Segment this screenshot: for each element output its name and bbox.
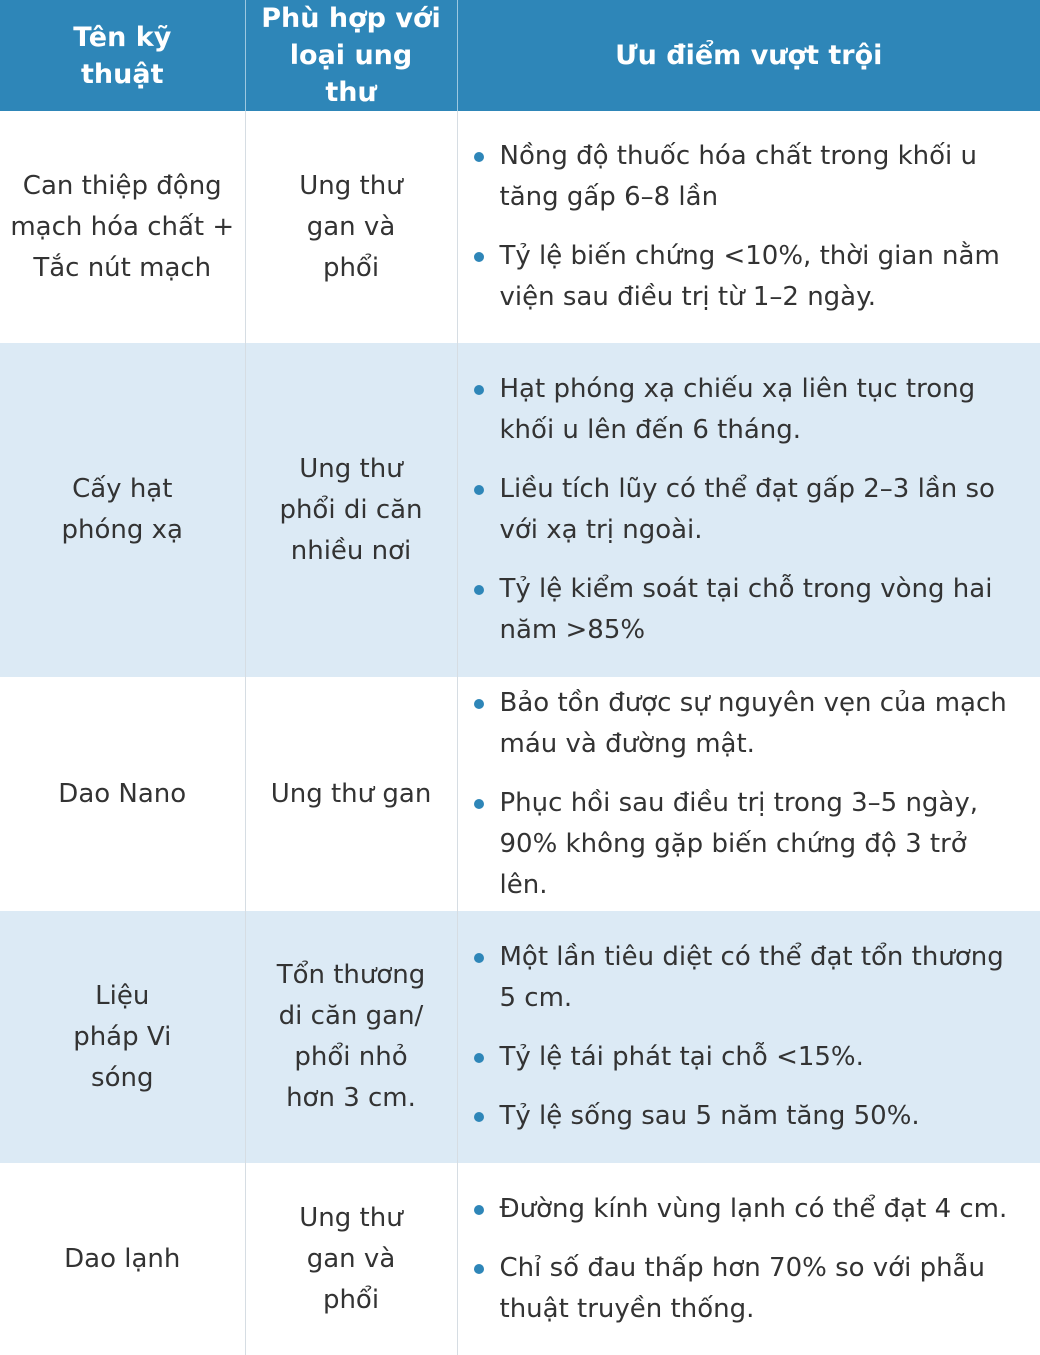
advantages-list	[474, 136, 1015, 318]
bullet-icon	[474, 585, 484, 595]
bullet-icon	[474, 799, 484, 809]
list-item: Tỷ lệ biến chứng <10%, thời gian nằm viện sau điều trị từ 1–2 ngày.	[474, 236, 1015, 318]
advantages-cell	[457, 677, 1040, 911]
technique-cell: Cấy hạt phóng xạ	[0, 343, 245, 677]
list-item: Nồng độ thuốc hóa chất trong khối u tăng gấp 6–8 lần	[474, 136, 1015, 218]
header-technique: Tên kỹ thuật	[0, 0, 245, 111]
bullet-icon	[474, 1205, 484, 1215]
cancer-type-cell: Ung thư gan	[245, 677, 457, 911]
list-item: Hạt phóng xạ chiếu xạ liên tục trong khối u lên đến 6 tháng.	[474, 369, 1015, 451]
cancer-type-cell: Ung thư phổi di căn nhiều nơi	[245, 343, 457, 677]
bullet-icon	[474, 252, 484, 262]
technique-cell: Can thiệp động mạch hóa chất + Tắc nút mạch	[0, 111, 245, 343]
bullet-icon	[474, 1112, 484, 1122]
bullet-icon	[474, 1264, 484, 1274]
list-item: Bảo tồn được sự nguyên vẹn của mạch máu và đường mật.	[474, 683, 1015, 765]
list-item: Liều tích lũy có thể đạt gấp 2–3 lần so với xạ trị ngoài.	[474, 469, 1015, 551]
bullet-icon	[474, 953, 484, 963]
cancer-type-cell: Ung thư gan và phổi	[245, 1163, 457, 1355]
bullet-icon	[474, 152, 484, 162]
list-item: Chỉ số đau thấp hơn 70% so với phẫu thuật truyền thống.	[474, 1248, 1015, 1330]
table-row	[0, 1163, 1040, 1355]
list-item: Tỷ lệ tái phát tại chỗ <15%.	[474, 1037, 1015, 1078]
list-item: Một lần tiêu diệt có thể đạt tổn thương 5 cm.	[474, 937, 1015, 1019]
bullet-icon	[474, 485, 484, 495]
table-row	[0, 343, 1040, 677]
header-cancer-type: Phù hợp với loại ung thư	[245, 0, 457, 111]
bullet-icon	[474, 1053, 484, 1063]
bullet-icon	[474, 385, 484, 395]
list-item: Tỷ lệ sống sau 5 năm tăng 50%.	[474, 1096, 1015, 1137]
table-row	[0, 677, 1040, 911]
advantages-list	[474, 369, 1015, 651]
technique-cell: Liệu pháp Vi sóng	[0, 911, 245, 1163]
list-item: Đường kính vùng lạnh có thể đạt 4 cm.	[474, 1189, 1015, 1230]
list-item: Phục hồi sau điều trị trong 3–5 ngày, 90% không gặp biến chứng độ 3 trở lên.	[474, 783, 1015, 906]
advantages-cell	[457, 343, 1040, 677]
advantages-list	[474, 937, 1015, 1137]
advantages-cell	[457, 911, 1040, 1163]
advantages-cell	[457, 111, 1040, 343]
list-item: Tỷ lệ kiểm soát tại chỗ trong vòng hai năm >85%	[474, 569, 1015, 651]
advantages-list	[474, 1189, 1015, 1330]
advantages-list	[474, 683, 1015, 906]
table-header	[0, 0, 1040, 111]
advantages-cell	[457, 1163, 1040, 1355]
bullet-icon	[474, 699, 484, 709]
technique-cell: Dao Nano	[0, 677, 245, 911]
technique-cell: Dao lạnh	[0, 1163, 245, 1355]
cancer-type-cell: Ung thư gan và phổi	[245, 111, 457, 343]
table-row	[0, 911, 1040, 1163]
cancer-type-cell: Tổn thương di căn gan/ phổi nhỏ hơn 3 cm.	[245, 911, 457, 1163]
table-row	[0, 111, 1040, 343]
header-advantages: Ưu điểm vượt trội	[457, 0, 1040, 111]
